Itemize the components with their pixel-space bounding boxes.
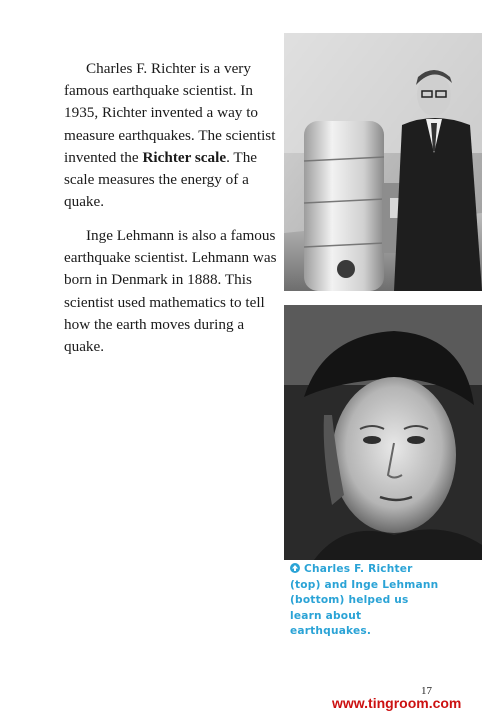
paragraph-richter-text-2: . The scale measures the energy of a quake. [64, 148, 258, 211]
photo-lehmann [284, 305, 482, 560]
paragraph-lehmann: Inge Lehmann is also a famous earthquake scientist. Lehmann was born in Denmark in 1888. This scientist used mathematics to tell how the earth moves during a quake. [64, 227, 277, 356]
watermark: www.tingroom.com [332, 695, 462, 711]
glossary-term-richter-scale: Richter scale [142, 148, 227, 166]
caption-text: Charles F. Richter (top) and Inge Lehmann (bottom) helped us learn about earthquakes. [290, 563, 439, 638]
photo-caption [290, 562, 440, 640]
paragraph-richter-text-1: Charles F. Richter is a very famous earthquake scientist. In 1935, Richter invented a way to measure earthquakes. The scientist invented the [64, 60, 276, 166]
paragraph-richter [64, 58, 279, 213]
arrow-up-circle-icon [290, 563, 300, 573]
page-number: 17 [421, 685, 432, 697]
photo-richter [284, 33, 482, 291]
